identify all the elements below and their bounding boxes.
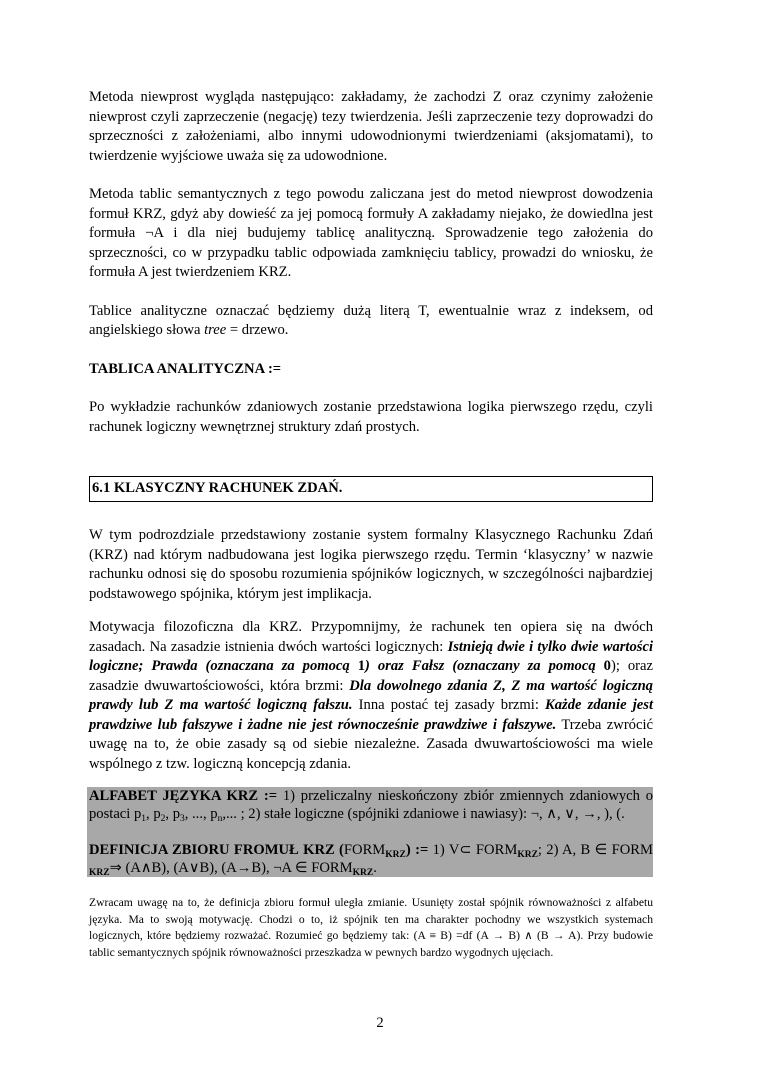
subscript: 3: [179, 814, 185, 824]
document-body: [89, 88, 653, 961]
bold-italic-text: Dla dowolnego zdania Z, Z ma wartość logiczną prawdy lub Z ma wartość logiczną fałszu.: [89, 677, 653, 713]
paragraph-first-order-logic: Po wykładzie rachunków zdaniowych zostanie przedstawiona logika pierwszego rzędu, czyli rachunek logiczny wewnętrznej struktury zdań prostych.: [89, 399, 653, 435]
bold-text: 0: [603, 658, 611, 674]
alphabet-definition: [89, 787, 653, 823]
alphabet-label: ALFABET JĘZYKA KRZ :=: [89, 788, 278, 804]
definition-label: DEFINICJA ZBIORU FROMUŁ KRZ (: [89, 842, 344, 858]
subscript: KRZ: [352, 868, 374, 878]
text: , p: [146, 806, 161, 822]
text: ); oraz zasadzie dwuwartościowości, która brzmi:: [89, 658, 653, 694]
text: = drzewo.: [226, 322, 289, 338]
italic-term: tree: [204, 322, 227, 338]
text: ⇒ (A∧B), (A∨B), (A→B), ¬A ∈ FORM: [109, 860, 353, 876]
section-title-box: 6.1 KLASYCZNY RACHUNEK ZDAŃ.: [89, 476, 653, 502]
paragraph-indirect-method: Metoda niewprost wygląda następująco: zakładamy, że zachodzi Z oraz czynimy założenie niewprost czyli zaprzeczenie (negację) tezy twierdzenia. Jeśli zaprzeczenie tezy doprowadzi do sprzeczności z założeniami, albo innymi udowodnionymi twierdzeniami (aksjomatami), to twierdzenie wyjściowe uważa się za udowodnione.: [89, 89, 653, 164]
page-number: 2: [376, 1015, 384, 1031]
text: 1) V⊂ FORM: [428, 842, 518, 858]
text: , ..., p: [184, 806, 218, 822]
text: .: [373, 860, 377, 876]
heading-analytic-table: TABLICA ANALITYCZNA :=: [89, 360, 282, 377]
subscript: 2: [160, 814, 166, 824]
definitions-shaded-box: [87, 787, 653, 877]
bold-italic-text: Każde zdanie jest prawdziwe lub fałszywe i żadne nie jest równocześnie prawdziwe i fałszywe.: [89, 697, 653, 733]
formula-set-definition: [89, 841, 653, 877]
bold-text: 1: [357, 658, 366, 674]
text: Tablice analityczne oznaczać będziemy dużą literą T, ewentualnie wraz z indeksem, od angielskiego słowa: [89, 302, 653, 338]
footnote-text: Zwracam uwagę na to, że definicja zbioru formuł uległa zmianie. Usunięty został spójnik równoważności z alfabetu języka. Ma to swoją motywację. Chodzi o to, iż spójnik ten ma charakter pochodny we wszystkich systemach logicznych, które będziemy rozważać. Rozumieć go będziemy tak: (A ≡ B) =df (A → B) ∧ (B → A). Przy budowie tablic semantycznych spójnik równoważności przeszkadza w pewnych bardzo wygodnych ujęciach.: [89, 896, 653, 959]
bold-italic-text: ) oraz Fałsz (oznaczany za pomocą: [365, 658, 604, 674]
paragraph-semantic-tables: Metoda tablic semantycznych z tego powodu zaliczana jest do metod niewprost dowodzenia formuł KRZ, gdyż aby dowieść za jej pomocą formuły A zakładamy niejako, że dowiedlna jest formuła ¬A i dla niej budujemy tablicę analityczną. Sprowadzenie tego założenia do sprzeczności, co w przypadku tablic odpowiada zamknięciu tablicy, prowadzi do wniosku, że formuła A jest twierdzeniem KRZ.: [89, 186, 653, 280]
paragraph-krz-intro: W tym podrozdziale przedstawiony zostanie system formalny Klasycznego Rachunku Zdań (KRZ) nad którym nadbudowana jest logika pierwszego rzędu. Termin ‘klasyczny’ w nazwie rachunku odnosi się do sposobu rozumienia spójników logicznych, w szczególności najbardziej podstawowego spójnika, którym jest implikacja.: [89, 527, 653, 602]
text: , p: [165, 806, 180, 822]
subscript: KRZ: [385, 850, 406, 860]
text: Motywacja filozoficzna dla KRZ. Przypomnijmy, że rachunek ten opiera się na dwóch zasadach. Na zasadzie istnienia dwóch wartości logicznych:: [89, 619, 653, 655]
paragraph-tree-notation: [89, 302, 653, 341]
subscript: n: [217, 814, 223, 824]
paragraph-motivation: [89, 618, 653, 774]
bold-italic-text: Istnieją dwie i tylko dwie wartości logiczne; Prawda (oznaczana za pomocą: [89, 638, 653, 674]
footnote-equivalence: [89, 895, 653, 961]
text: ; 2) A, B ∈ FORM: [537, 842, 653, 858]
subscript: KRZ: [517, 850, 538, 860]
text: 1) przeliczalny nieskończony zbiór zmiennych zdaniowych o postaci p: [89, 788, 654, 822]
text: ,... ; 2) stałe logiczne (spójniki zdaniowe i nawiasy): ¬, ∧, ∨, →, ), (.: [222, 806, 625, 822]
text: FORM: [343, 842, 386, 858]
definition-label-end: ) :=: [405, 842, 429, 858]
subscript: 1: [141, 814, 147, 824]
text: Trzeba zwrócić uwagę na to, że obie zasady są od siebie niezależne. Zasada dwuwartościowości ma wiele wspólnego z tzw. logiczną koncepcją zdania.: [89, 716, 653, 772]
text: Inna postać tej zasady brzmi:: [352, 697, 546, 713]
subscript: KRZ: [89, 868, 110, 878]
